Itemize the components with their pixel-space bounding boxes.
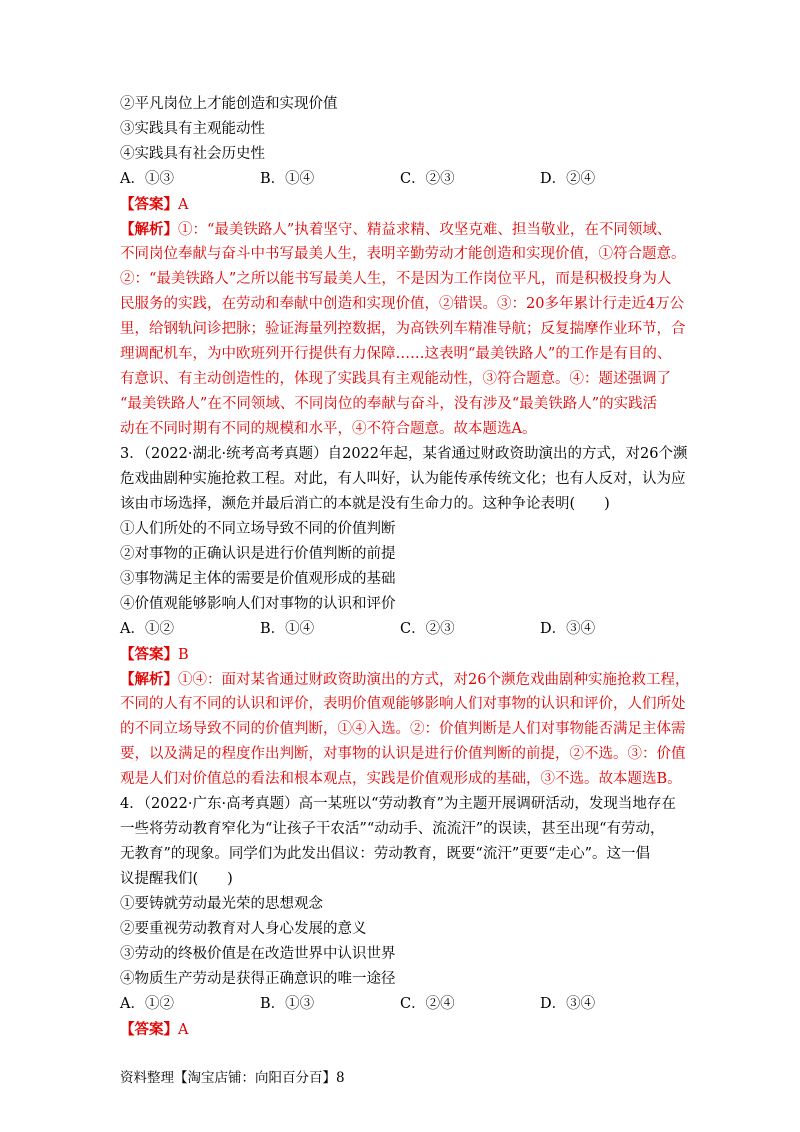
option-a: A．①②	[120, 621, 174, 637]
answer-tag: 【答案】	[120, 1021, 178, 1038]
option-d: D．③④	[540, 996, 596, 1012]
analysis-line: 民服务的实践，在劳动和奉献中创造和实现价值，②错误。③：20多年累计行走近4万公	[120, 296, 685, 312]
statement: ②对事物的正确认识是进行价值判断的前提	[120, 546, 396, 562]
q2-analysis	[120, 217, 686, 442]
analysis-line: 动在不同时期有不同的规模和水平，④不符合题意。故本题选A。	[120, 421, 537, 437]
statement: ④物质生产劳动是获得正确意识的唯一途径	[120, 971, 396, 987]
stem-line: 无教育”的现象。同学们为此发出倡议：劳动教育，既要“流汗”更要“走心”。这一倡	[120, 846, 651, 862]
analysis-line: 理调配机车，为中欧班列开行提供有力保障……这表明“最美铁路人”的工作是有目的、	[120, 346, 672, 362]
q4-answer	[120, 1017, 680, 1042]
option-a: A．①②	[120, 996, 174, 1012]
statement: ③实践具有主观能动性	[120, 121, 265, 137]
analysis-line: ①：“最美铁路人”执着坚守、精益求精、攻坚克难、担当敬业，在不同领域、	[178, 222, 672, 238]
option-d: D．③④	[540, 621, 596, 637]
analysis-line: 观是人们对价值总的看法和根本观点，实践是价值观形成的基础，③不选。故本题选B。	[120, 771, 682, 787]
analysis-tag: 【解析】	[120, 671, 178, 688]
answer-tag: 【答案】	[120, 196, 178, 213]
statement: ④实践具有社会历史性	[120, 146, 265, 162]
option-c: C．②④	[400, 996, 455, 1012]
analysis-line: ①④：面对某省通过财政资助演出的方式，对26个濒危戏曲剧种实施抢救工程，	[178, 672, 690, 688]
page-content	[120, 92, 690, 1042]
option-a: A．①③	[120, 171, 174, 187]
statement: ①人们所处的不同立场导致不同的价值判断	[120, 521, 396, 537]
q2-answer	[120, 192, 680, 217]
analysis-tag: 【解析】	[120, 221, 178, 238]
q2-statements	[120, 92, 680, 167]
answer-value: A	[178, 197, 189, 213]
answer-tag: 【答案】	[120, 646, 178, 663]
q4-stem	[120, 792, 680, 892]
q4-statements	[120, 892, 680, 992]
q3-stem	[120, 442, 688, 517]
analysis-line: 要，以及满足的程度作出判断，对事物的认识是进行价值判断的前提，②不选。③：价值	[120, 746, 686, 762]
statement: ②平凡岗位上才能创造和实现价值	[120, 96, 338, 112]
stem-line: 一些将劳动教育窄化为“让孩子干农活”“动动手、流流汗”的误读，甚至出现“有劳动，	[120, 821, 665, 837]
q4-options	[120, 992, 680, 1017]
option-b: B．①④	[260, 171, 315, 187]
analysis-line: “最美铁路人”在不同领域、不同岗位的奉献与奋斗，没有涉及“最美铁路人”的实践活	[120, 396, 658, 412]
option-c: C．②③	[400, 171, 455, 187]
analysis-line: 里，给钢轨问诊把脉；验证海量列控数据，为高铁列车精准导航；反复揣摩作业环节，合	[120, 321, 686, 337]
stem-line: 3．（2022·湖北·统考高考真题）自2022年起，某省通过财政资助演出的方式，对26个濒	[120, 446, 688, 462]
statement: ③劳动的终极价值是在改造世界中认识世界	[120, 946, 396, 962]
q3-answer	[120, 642, 680, 667]
analysis-line: ②：“最美铁路人”之所以能书写最美人生，不是因为工作岗位平凡，而是积极投身为人	[120, 271, 672, 287]
analysis-line: 有意识、有主动创造性的，体现了实践具有主观能动性，③符合题意。④：题述强调了	[120, 371, 671, 387]
q3-statements	[120, 517, 680, 617]
statement: ②要重视劳动教育对人身心发展的意义	[120, 921, 367, 937]
q3-options	[120, 617, 680, 642]
analysis-line: 不同岗位奉献与奋斗中书写最美人生，表明辛勤劳动才能创造和实现价值，①符合题意。	[120, 246, 686, 262]
option-c: C．②③	[400, 621, 455, 637]
answer-value: A	[178, 1022, 189, 1038]
q3-analysis	[120, 667, 690, 792]
stem-line: 议提醒我们( )	[120, 871, 233, 887]
option-b: B．①④	[260, 621, 315, 637]
option-b: B．①③	[260, 996, 315, 1012]
option-d: D．②④	[540, 171, 596, 187]
statement: ①要铸就劳动最光荣的思想观念	[120, 896, 323, 912]
page-footer: 资料整理【淘宝店铺：向阳百分百】8	[120, 1070, 345, 1086]
stem-line: 该由市场选择，濒危并最后消亡的本就是没有生命力的。这种争论表明( )	[120, 496, 610, 512]
answer-value: B	[178, 647, 189, 663]
stem-line: 4．（2022·广东·高考真题）高一某班以“劳动教育”为主题开展调研活动，发现当地存在	[120, 796, 676, 812]
analysis-line: 不同的人有不同的认识和评价，表明价值观能够影响人们对事物的认识和评价，人们所处	[120, 696, 686, 712]
statement: ③事物满足主体的需要是价值观形成的基础	[120, 571, 396, 587]
analysis-line: 的不同立场导致不同的价值判断，①④入选。②：价值判断是人们对事物能否满足主体需	[120, 721, 686, 737]
statement: ④价值观能够影响人们对事物的认识和评价	[120, 596, 396, 612]
q2-options	[120, 167, 680, 192]
stem-line: 危戏曲剧种实施抢救工程。对此，有人叫好，认为能传承传统文化；也有人反对，认为应	[120, 471, 686, 487]
